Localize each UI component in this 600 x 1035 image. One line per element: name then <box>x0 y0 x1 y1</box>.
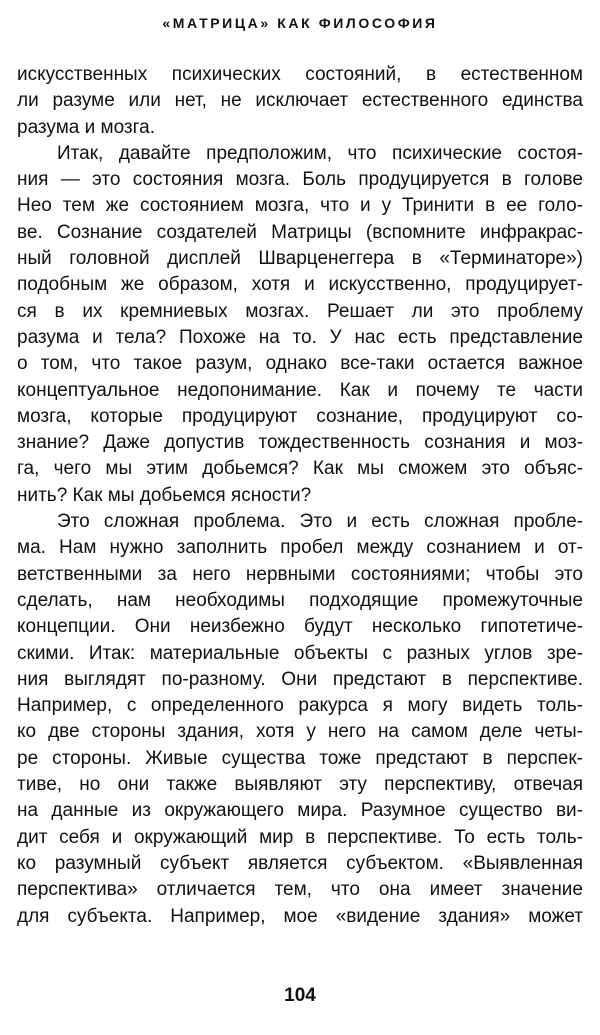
text-line: ве. Сознание создателей Матрицы (вспомните инфракрас- <box>17 221 583 243</box>
text-line: скими. Итак: материальные объекты с разных углов зре- <box>17 642 583 664</box>
text-line: ся в их кремниевых мозгах. Решает ли это проблему <box>17 300 583 322</box>
text-line: ния выглядят по-разному. Они предстают в перспективе. <box>17 668 583 690</box>
text-line: разума и тела? Похоже на то. У нас есть представление <box>17 326 583 348</box>
text-line: перспектива» отличается тем, что она имеет значение <box>17 879 583 901</box>
text-line: ния — это состояния мозга. Боль продуцируется в голове <box>17 169 583 191</box>
text-line: концепции. Они неизбежно будут несколько гипотетиче- <box>17 616 583 638</box>
paragraph <box>17 141 583 509</box>
text-line: ный головной дисплей Шварценеггера в «Терминаторе») <box>17 248 583 270</box>
paragraph <box>17 509 583 930</box>
text-line: сделать, нам необходимы подходящие промежуточные <box>17 589 583 611</box>
text-line: Это сложная проблема. Это и есть сложная пробле- <box>57 511 583 533</box>
text-line: ветственными за него нервными состояниями; чтобы это <box>17 563 583 585</box>
text-line: ко две стороны здания, хотя у него на самом деле четы- <box>17 721 583 743</box>
text-line: мозга, которые продуцируют сознание, продуцируют со- <box>17 405 583 427</box>
paragraph <box>17 62 583 141</box>
page-number: 104 <box>284 985 316 1006</box>
body-text <box>17 62 583 930</box>
text-line: Нео тем же состоянием мозга, что и у Тринити в ее голо- <box>17 195 583 217</box>
text-line: тиве, но они также выявляют эту перспективу, отвечая <box>17 774 583 796</box>
text-line: га, чего мы этим добьемся? Как мы сможем это объяс- <box>17 458 583 480</box>
text-line: ре стороны. Живые существа тоже предстают в перспек- <box>17 747 583 769</box>
text-line: концептуальное недопонимание. Как и почему те части <box>17 379 583 401</box>
text-line: Итак, давайте предположим, что психические состоя- <box>57 142 583 164</box>
text-line: разума и мозга. <box>17 116 155 138</box>
text-line: нить? Как мы добьемся ясности? <box>17 484 312 506</box>
text-line: Например, с определенного ракурса я могу видеть толь- <box>17 695 583 717</box>
text-line: для субъекта. Например, мое «видение здания» может <box>17 905 583 927</box>
text-line: ли разуме или нет, не исключает естественного единства <box>17 90 583 112</box>
text-line: знание? Даже допустив тождественность сознания и моз- <box>17 432 583 454</box>
text-line: дит себя и окружающий мир в перспективе. То есть толь- <box>17 826 583 848</box>
text-line: о том, что такое разум, однако все-таки остается важное <box>17 353 583 375</box>
text-line: подобным же образом, хотя и искусственно, продуцирует- <box>17 274 583 296</box>
text-line: искусственных психических состояний, в естественном <box>17 64 583 85</box>
text-line: на данные из окружающего мира. Разумное существо ви- <box>17 800 583 822</box>
text-line: ма. Нам нужно заполнить пробел между сознанием и от- <box>17 537 583 559</box>
text-line: ко разумный субъект является субъектом. «Выявленная <box>17 852 583 874</box>
running-header: «МАТРИЦА» КАК ФИЛОСОФИЯ <box>162 15 438 31</box>
